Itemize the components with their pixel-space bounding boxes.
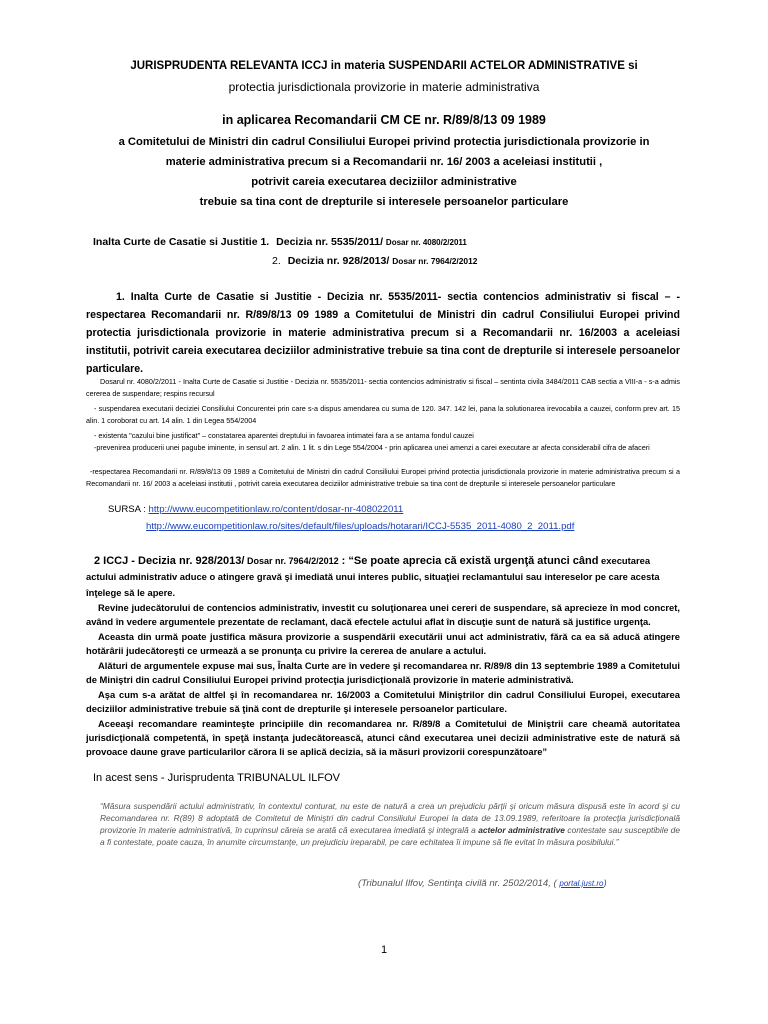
title-line-5: materie administrativa precum si a Recomandarii nr. 16/ 2003 a aceleiasi institutii , bbox=[165, 156, 603, 168]
section-2-heading: 2 ICCJ - Decizia nr. 928/2013/ bbox=[94, 555, 245, 567]
section-2-quote-start: : “Se poate aprecia că există urgenţă atunci când bbox=[338, 555, 599, 567]
section-2-first-paragraph bbox=[86, 553, 680, 601]
section-1-note-3: - existenta "cazului bine justificat" – constatarea aparentei dreptului in favoarea intimatei fara a se antama fondul cauzei bbox=[94, 431, 474, 440]
title-line-2: protectia jurisdictionala provizorie in materie administrativa bbox=[228, 80, 540, 94]
title-line-4: a Comitetului de Ministri din cadrul Consiliului Europei privind protectia jurisdictionala provizorie in bbox=[118, 136, 650, 148]
section-2-p4: Alături de argumentele expuse mai sus, Înalta Curte are în vedere şi recomandarea nr. R/89/8 din 13 septembrie 1989 a Comitetului de Miniştri din cadrul Consiliului Europei privind protecţia jurisdicţională provizorie în materie administrativă. bbox=[86, 660, 680, 685]
section-1-note-5: -respectarea Recomandarii nr. R/89/8/13 09 1989 a Comitetului de Ministri din cadrul Consiliului Europei privind protectia jurisdictionala provizorie in materie administrativa precum si a Recomandarii nr. 16/ 2003 a aceleiasi institutii , potrivit careia executarea deciziilor administrative trebuie sa tina cont de drepturile si interesele persoanelor particulare bbox=[86, 467, 680, 488]
citation-end: ) bbox=[603, 878, 607, 889]
section-1-note-2: - suspendarea executarii deciziei Consiliului Concurentei prin care s-a dispus amendarea cu suma de 120. 347. 142 lei, pana la solutionarea irevocabila a cauzei, conform prev art. 15 alin. 1 coroborat cu art. 14 alin. 1 din Legea 554/2004 bbox=[86, 404, 680, 425]
section-2-quote-rest: executarea bbox=[601, 555, 651, 566]
sursa-line-2 bbox=[146, 521, 574, 532]
section-2-p1: actului administrativ aduce o atingere gravă şi imediată unui interes public, situaţiei reclamantului sau intereselor pe care acesta înţelege să le apere. bbox=[86, 571, 660, 598]
section-2-p2: Revine judecătorului de contencios administrativ, investit cu soluţionarea unei cereri de suspendare, să aprecieze în mod concret, având în vedere argumentele prezentate de reclamant, dacă efectele actului aflat în discuţie sunt de natură să justifice urgenţa. bbox=[86, 602, 680, 627]
page-number: 1 bbox=[380, 944, 388, 956]
citation-link[interactable]: portal.just.ro bbox=[559, 879, 604, 888]
section-1-heading: 1. Inalta Curte de Casatie si Justitie - Decizia nr. 5535/2011- sectia contencios administrativ si fiscal – - respectarea Recomandarii nr. R/89/8/13 09 1989 a Comitetului de Ministri din cadrul Consiliului Europei privind protectia jurisdictionala provizorie in materie administrativa precum si a Recomandarii nr. 16/2003 a aceleiasi institutii, potrivit careia executarea deciziilor administrative trebuie sa tina cont de drepturile si interesele persoanelor particulare. bbox=[86, 291, 680, 375]
section-3-quote bbox=[100, 800, 680, 848]
section-2-dosar: Dosar nr. 7964/2/2012 bbox=[247, 556, 339, 566]
sursa-line bbox=[108, 504, 403, 515]
section-1-note-4: -prevenirea producerii unei pagube iminente, in sensul art. 2 alin. 1 lit. s din Lege 554/2004 - prin aplicarea unei amenzi a carei executare ar afecta considerabil cifra de afaceri bbox=[94, 443, 650, 452]
sursa-link-1[interactable]: http://www.eucompetitionlaw.ro/content/dosar-nr-408022011 bbox=[148, 504, 404, 515]
index-item-2-dosar: Dosar nr. 7964/2/2012 bbox=[392, 256, 478, 266]
title-line-6: potrivit careia executarea deciziilor administrative bbox=[251, 176, 517, 188]
index-item-1-prefix: Inalta Curte de Casatie si Justitie 1. bbox=[93, 236, 270, 248]
title-line-1: JURISPRUDENTA RELEVANTA ICCJ in materia SUSPENDARII ACTELOR ADMINISTRATIVE si bbox=[130, 60, 638, 72]
section-2-p6: Aceeaşi recomandare reaminteşte principiile din recomandarea nr. R/89/8 a Comitetului de Miniştrii care cheamă autoritatea jurisdicţională competentă, în speţă instanţa judecătorească, atunci când executarea unei decizii administrative este de natură să provoace daune grave particularilor cărora li se aplică decizia, să ia măsuri provizorii corespunzătoare” bbox=[86, 718, 680, 757]
title-line-3: in aplicarea Recomandarii CM CE nr. R/89/8/13 09 1989 bbox=[222, 113, 546, 127]
section-3-quote-a: “Măsura suspendării actului administrativ, în contextul conturat, nu este de natură a crea un prejudiciu părţii şi oricum măsura dispusă este în acord şi cu Recomandarea nr. R(89) 8 adoptată de Comitetul de Miniştri din cadrul Consiliului Europei la data de 13.09.1989, referitoare la protecţia jurisdicţională provizorie în materie administrativă, în cuprinsul căreia se arată că executarea imediată şi integrală a bbox=[100, 801, 680, 835]
index-item-1-decision: Decizia nr. 5535/2011/ bbox=[276, 236, 383, 248]
index-item-2-decision: Decizia nr. 928/2013/ bbox=[287, 255, 390, 267]
section-2-p5: Aşa cum s-a arătat de altfel şi în recomandarea nr. 16/2003 a Comitetului Miniştrilor din cadrul Consiliului Europei, executarea deciziilor administrative trebuie să ţină cont de drepturile şi interesele persoanelor particulare. bbox=[86, 689, 680, 714]
section-3-quote-bold: actelor administrative bbox=[478, 825, 565, 835]
section-3-quote-b: contestate sau susceptibile de a fi contestate, poate cauza, în anumite circumstanţe, un prejudiciu ireparabil, pe care echitatea îi impune să fie evitat în măsura posibilului.” bbox=[100, 825, 681, 847]
section-3-citation bbox=[358, 878, 607, 890]
section-3-heading: In acest sens - Jurisprudenta TRIBUNALUL ILFOV bbox=[93, 772, 340, 784]
index-item-2-prefix: 2. bbox=[272, 255, 281, 267]
sursa-link-2[interactable]: http://www.eucompetitionlaw.ro/sites/default/files/uploads/hotarari/ICCJ-5535_2011-4080_2_2011.pdf bbox=[146, 521, 575, 532]
index-item-1 bbox=[93, 236, 467, 248]
citation-text: (Tribunalul Ilfov, Sentinţa civilă nr. 2502/2014, ( bbox=[358, 878, 557, 889]
section-1-note-1: Dosarul nr. 4080/2/2011 - Inalta Curte de Casatie si Justitie - Decizia nr. 5535/2011- sectia contencios administrativ si fiscal – sentinta civila 3484/2011 CAB sectia a VIII-a - s-a admis cererea de suspendare; respins recursul bbox=[86, 377, 680, 398]
index-item-2 bbox=[272, 255, 477, 267]
title-line-7: trebuie sa tina cont de drepturile si interesele persoanelor particulare bbox=[199, 196, 569, 208]
section-2-p3: Aceasta din urmă poate justifica măsura provizorie a suspendării executării unui act administrativ, fără ca ea să aducă atingere hotărârii judecătoreşti ce urmează a se pronunţa cu privire la cererea de anulare a actului. bbox=[86, 631, 680, 656]
sursa-label: SURSA : bbox=[108, 504, 146, 515]
index-item-1-dosar: Dosar nr. 4080/2/2011 bbox=[385, 238, 467, 247]
